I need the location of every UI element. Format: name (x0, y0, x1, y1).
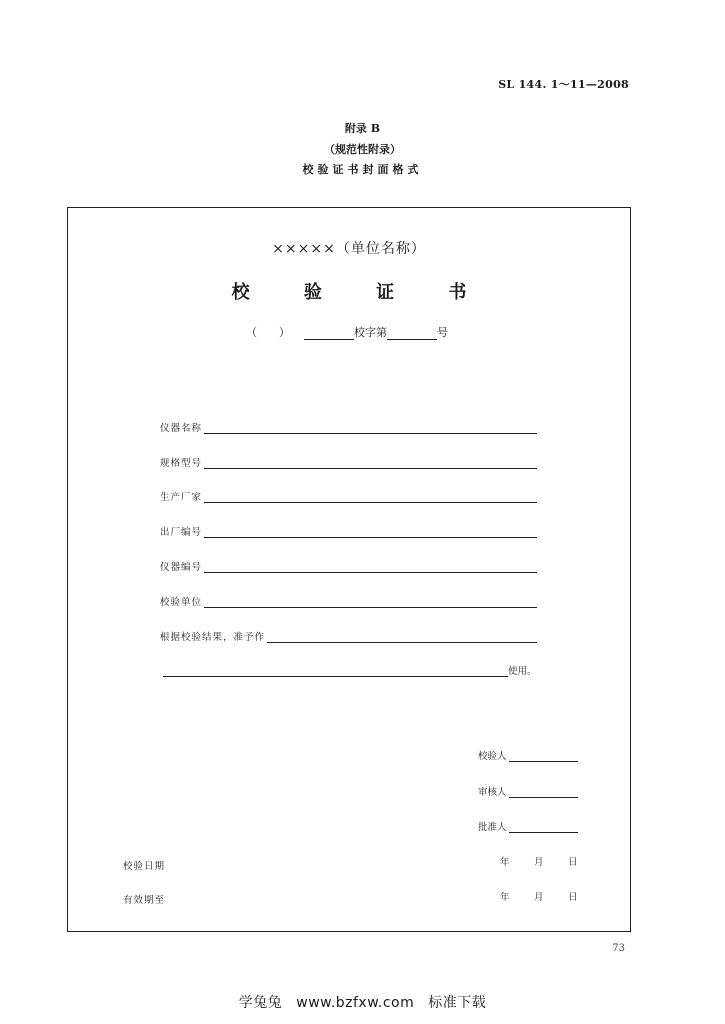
field-blank (204, 458, 537, 469)
signature-calibrator (478, 748, 578, 762)
page-number: 73 (612, 943, 625, 954)
field-blank (204, 527, 537, 538)
number-end: 号 (437, 326, 448, 339)
field-model (160, 455, 537, 469)
appendix-cover-title: 校验证书封面格式 (302, 163, 423, 176)
footer-tagline: 标准下载 (428, 995, 487, 1011)
field-blank (204, 562, 537, 573)
signature-reviewer (478, 784, 578, 798)
field-label: 生产厂家 (160, 492, 203, 503)
signature-label: 审核人 (478, 787, 507, 798)
use-blank (163, 666, 508, 677)
certificate-title: 校 验 证 书 (231, 282, 491, 303)
footer-url[interactable]: www.bzfxw.com (296, 995, 415, 1011)
certificate-cover-frame (67, 207, 631, 932)
field-blank (204, 492, 537, 503)
signature-label: 校验人 (478, 751, 507, 762)
year-label: 年 (500, 892, 510, 903)
field-serial-number (160, 524, 537, 538)
month-label: 月 (534, 857, 544, 868)
calibration-date-label: 校验日期 (123, 861, 166, 872)
signature-approver (478, 819, 578, 833)
field-blank (204, 423, 537, 434)
number-mid: 校字第 (354, 326, 387, 339)
valid-until-ymd (500, 889, 578, 903)
day-label: 日 (568, 857, 578, 868)
day-label: 日 (568, 892, 578, 903)
month-label: 月 (534, 892, 544, 903)
number-paren: （ ） (246, 326, 290, 339)
footer-watermark (0, 992, 725, 1012)
use-suffix: 使用。 (508, 666, 537, 677)
signature-blank (509, 787, 578, 798)
org-name: ×××××（单位名称） (272, 241, 426, 257)
footer-site: 学兔兔 (238, 995, 283, 1011)
field-label: 规格型号 (160, 458, 203, 469)
year-label: 年 (500, 857, 510, 868)
field-label: 仪器名称 (160, 423, 203, 434)
appendix-subtitle: （规范性附录） (324, 143, 401, 156)
number-blank-2 (387, 327, 437, 340)
field-label: 出厂编号 (160, 527, 203, 538)
field-blank (267, 632, 537, 643)
field-label: 仪器编号 (160, 562, 203, 573)
appendix-title: 附录 B (344, 122, 381, 135)
field-instrument-number (160, 559, 537, 573)
field-label: 校验单位 (160, 597, 203, 608)
field-instrument-name (160, 420, 537, 434)
signature-blank (509, 751, 578, 762)
number-blank-1 (304, 327, 354, 340)
field-label: 根据校验结果，准予作 (160, 632, 266, 643)
calibration-date-ymd (500, 854, 578, 868)
certificate-number-line (246, 324, 448, 340)
field-manufacturer (160, 489, 537, 503)
use-line (163, 663, 537, 677)
signature-label: 批准人 (478, 822, 507, 833)
field-calibration-unit (160, 594, 537, 608)
field-approval (160, 629, 537, 643)
valid-until-label: 有效期至 (123, 895, 166, 906)
field-blank (204, 597, 537, 608)
standard-code: SL 144. 1～11—2008 (498, 78, 629, 91)
signature-blank (509, 822, 578, 833)
